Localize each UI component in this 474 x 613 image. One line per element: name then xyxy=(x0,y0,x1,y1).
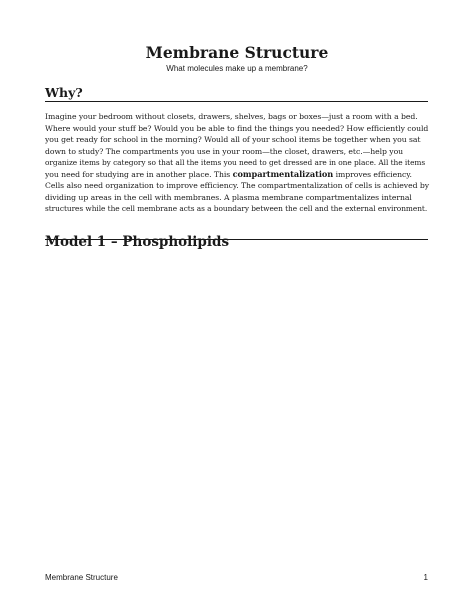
line-text: down to study? The compartments you use in your room—the closet, drawers, etc.—help you xyxy=(45,146,404,156)
paragraph-line xyxy=(45,169,429,181)
line-text: dividing up areas in the cell with membranes. A plasma membrane compartmentalizes internal xyxy=(45,192,412,202)
paragraph-line xyxy=(45,192,429,204)
paragraph-line xyxy=(45,146,429,158)
keyword-compartmentalization: compartmentalization xyxy=(232,168,334,179)
why-paragraph xyxy=(45,111,429,215)
line-text: organize items by category so that all the items you need to get dressed are in one place. All the items xyxy=(45,158,426,167)
paragraph-line xyxy=(45,123,429,135)
paragraph-line xyxy=(45,157,429,169)
model-1-heading: Model 1 – Phospholipids xyxy=(45,234,230,250)
line-text: Imagine your bedroom without closets, drawers, shelves, bags or boxes—just a room with a bed. xyxy=(45,112,418,121)
line-text: Where would your stuff be? Would you be able to find the things you needed? How efficiently could xyxy=(45,123,429,133)
paragraph-line xyxy=(45,203,429,215)
page-title: Membrane Structure xyxy=(145,43,329,62)
why-heading: Why? xyxy=(45,85,83,100)
why-heading-rule xyxy=(45,101,428,102)
paragraph-line xyxy=(45,180,429,192)
paragraph-line xyxy=(45,134,429,146)
line-text: Cells also need organization to improve efficiency. The compartmentalization of cells is achieved by xyxy=(45,181,430,190)
line-text: improves efficiency. xyxy=(333,169,412,179)
paragraph-line xyxy=(45,111,429,123)
line-text: structures while the cell membrane acts as a boundary between the cell and the external environment. xyxy=(45,204,428,213)
line-text: you get ready for school in the morning? Would all of your school items be together when you sat xyxy=(45,135,421,144)
line-text: you need for studying are in another place. This xyxy=(45,169,233,179)
footer-title: Membrane Structure xyxy=(45,573,118,582)
footer-page-number: 1 xyxy=(423,573,428,582)
page-subtitle: What molecules make up a membrane? xyxy=(166,64,308,73)
